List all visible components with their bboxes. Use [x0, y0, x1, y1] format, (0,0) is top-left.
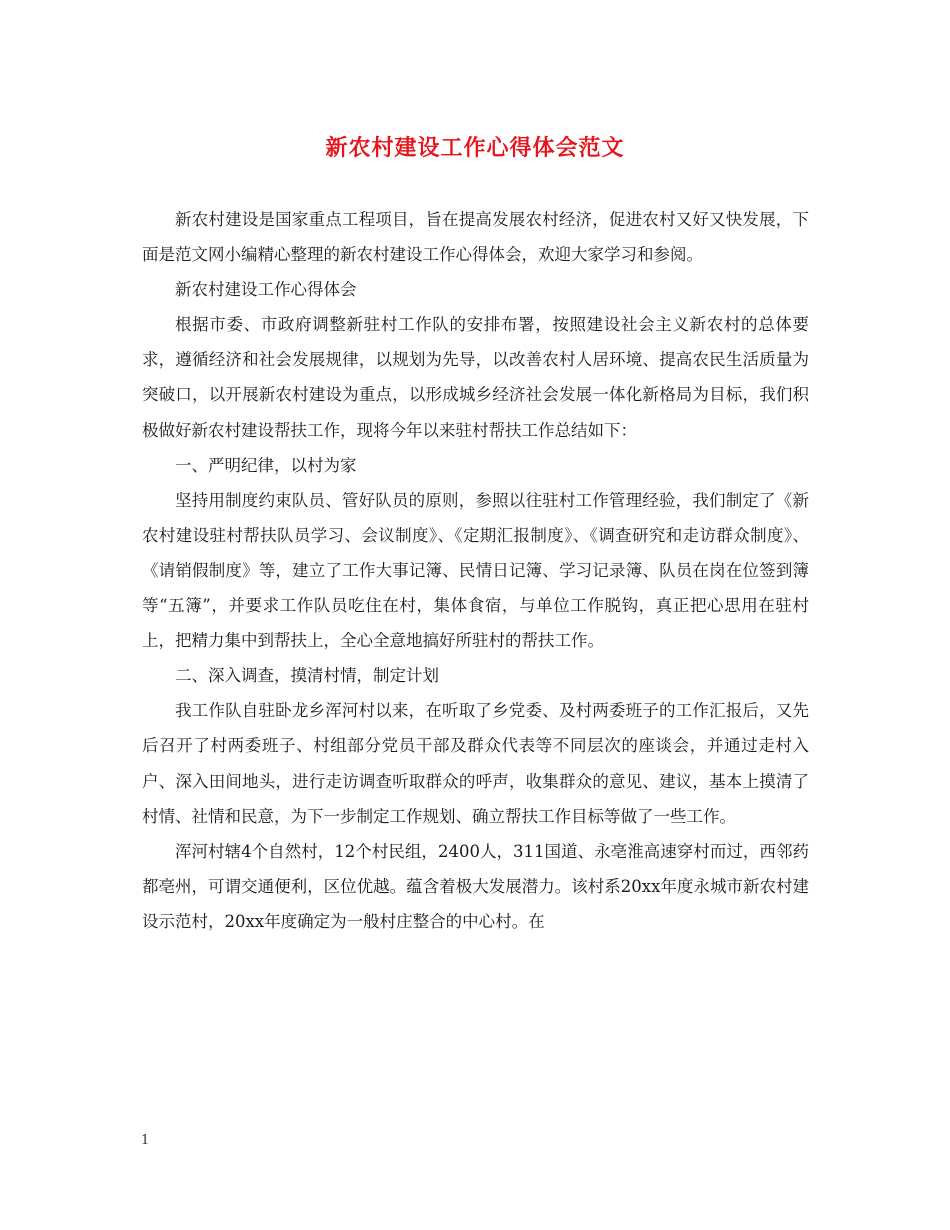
paragraph-overview: 根据市委、市政府调整新驻村工作队的安排布署，按照建设社会主义新农村的总体要求，遵循经济和社会发展规律，以规划为先导，以改善农村人居环境、提高农民生活质量为突破口，以开展新农村建设为重点，以形成城乡经济社会发展一体化新格局为目标，我们积极做好新农村建设帮扶工作，现将今年以来驻村帮扶工作总结如下： [142, 315, 809, 440]
paragraph-section-2: 我工作队自驻卧龙乡浑河村以来，在听取了乡党委、及村两委班子的工作汇报后，又先后召开了村两委班子、村组部分党员干部及群众代表等不同层次的座谈会，并通过走村入户、深入田间地头，进行走访调查听取群众的呼声，收集群众的意见、建议，基本上摸清了村情、社情和民意，为下一步制定工作规划、确立帮扶工作目标等做了一些工作。 [142, 701, 809, 826]
document-title: 新农村建设工作心得体会范文 [325, 135, 625, 161]
page-number: 1 [141, 1133, 150, 1148]
section-heading-1: 一、严明纪律，以村为家 [175, 455, 357, 475]
paragraph-subtitle: 新农村建设工作心得体会 [175, 280, 357, 300]
section-heading-2: 二、深入调查，摸清村情，制定计划 [175, 666, 439, 686]
paragraph-intro: 新农村建设是国家重点工程项目，旨在提高发展农村经济，促进农村又好又快发展，下面是范文网小编精心整理的新农村建设工作心得体会，欢迎大家学习和参阅。 [142, 210, 809, 265]
paragraph-village-info: 浑河村辖4个自然村，12个村民组，2400人，311国道、永亳淮高速穿村而过，西邻药都亳州，可谓交通便利，区位优越。蕴含着极大发展潜力。该村系20xx年度永城市新农村建设示范村，20xx年度确定为一般村庄整合的中心村。在 [142, 841, 809, 931]
paragraph-section-1: 坚持用制度约束队员、管好队员的原则，参照以往驻村工作管理经验，我们制定了《新农村建设驻村帮扶队员学习、会议制度》、《定期汇报制度》、《调查研究和走访群众制度》、《请销假制度》等，建立了工作大事记簿、民情日记簿、学习记录簿、队员在岗在位签到簿等“五簿”，并要求工作队员吃住在村，集体食宿，与单位工作脱钩，真正把心思用在驻村上，把精力集中到帮扶上，全心全意地搞好所驻村的帮扶工作。 [142, 490, 809, 651]
document-body [142, 202, 809, 939]
